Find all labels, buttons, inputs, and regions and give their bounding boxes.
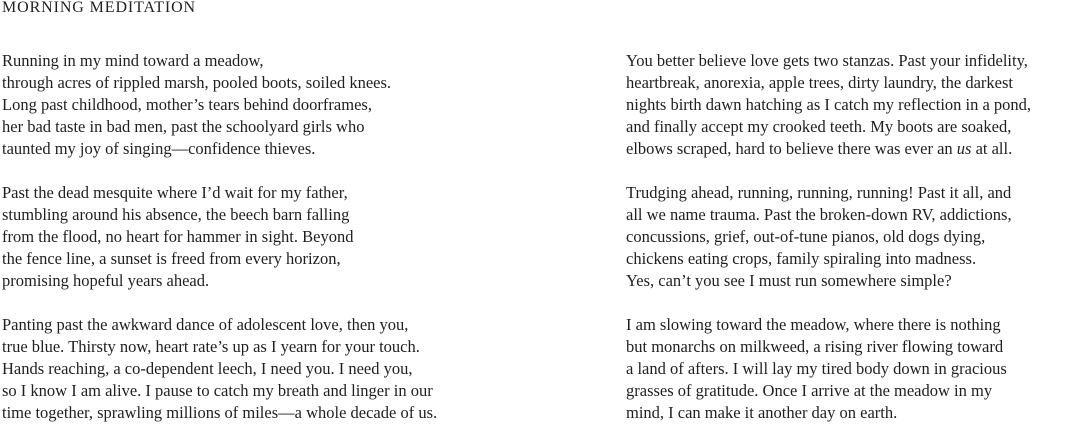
stanza-6 (626, 314, 1066, 424)
line-text-after: at all. (971, 139, 1013, 158)
left-column (2, 50, 502, 446)
poem-line: all we name trauma. Past the broken-down RV, addictions, (626, 205, 1012, 224)
poem-line: stumbling around his absence, the beech barn falling (2, 205, 350, 224)
poem-line: and finally accept my crooked teeth. My boots are soaked, (626, 117, 1012, 136)
poem-line: her bad taste in bad men, past the schoolyard girls who (2, 117, 365, 136)
poem-line: Hands reaching, a co-dependent leech, I need you. I need you, (2, 359, 413, 378)
poem-line: Running in my mind toward a meadow, (2, 51, 264, 70)
poem-line: Trudging ahead, running, running, running! Past it all, and (626, 183, 1012, 202)
emphasized-word: us (956, 139, 972, 158)
poem-line-with-emphasis (626, 138, 1066, 160)
poem-line: through acres of rippled marsh, pooled boots, soiled knees. (2, 73, 392, 92)
poem-line: concussions, grief, out-of-tune pianos, old dogs dying, (626, 227, 986, 246)
poem-line: so I know I am alive. I pause to catch my breath and linger in our (2, 381, 433, 400)
stanza-3 (2, 314, 502, 424)
poem-line: from the flood, no heart for hammer in sight. Beyond (2, 227, 354, 246)
stanza-2 (2, 182, 502, 292)
poem-line: time together, sprawling millions of miles—a whole decade of us. (2, 403, 438, 422)
poem-line: mind, I can make it another day on earth. (626, 403, 898, 422)
poem-line: promising hopeful years ahead. (2, 271, 210, 290)
poem-line: heartbreak, anorexia, apple trees, dirty laundry, the darkest (626, 73, 1013, 92)
poem-title: MORNING MEDITATION (2, 0, 197, 16)
right-column (626, 50, 1066, 446)
poem-line: Past the dead mesquite where I’d wait for my father, (2, 183, 348, 202)
stanza-1 (2, 50, 502, 160)
poem-line: You better believe love gets two stanzas. Past your infidelity, (626, 51, 1028, 70)
poem-line: taunted my joy of singing—confidence thieves. (2, 139, 316, 158)
poem-line: chickens eating crops, family spiraling into madness. (626, 249, 977, 268)
stanza-5 (626, 182, 1066, 292)
poem-line: nights birth dawn hatching as I catch my reflection in a pond, (626, 95, 1032, 114)
poem-line: a land of afters. I will lay my tired body down in gracious (626, 359, 1007, 378)
poem-line: Long past childhood, mother’s tears behind doorframes, (2, 95, 372, 114)
poem-line: I am slowing toward the meadow, where there is nothing (626, 315, 1001, 334)
poem-line: the fence line, a sunset is freed from every horizon, (2, 249, 341, 268)
poem-line: Yes, can’t you see I must run somewhere simple? (626, 271, 952, 290)
poem-line: grasses of gratitude. Once I arrive at the meadow in my (626, 381, 993, 400)
poem-line: but monarchs on milkweed, a rising river flowing toward (626, 337, 1004, 356)
poem-line: true blue. Thirsty now, heart rate’s up as I yearn for your touch. (2, 337, 420, 356)
line-text-before: elbows scraped, hard to believe there was ever an (626, 139, 957, 158)
stanza-4 (626, 50, 1066, 160)
poem-line: Panting past the awkward dance of adolescent love, then you, (2, 315, 409, 334)
